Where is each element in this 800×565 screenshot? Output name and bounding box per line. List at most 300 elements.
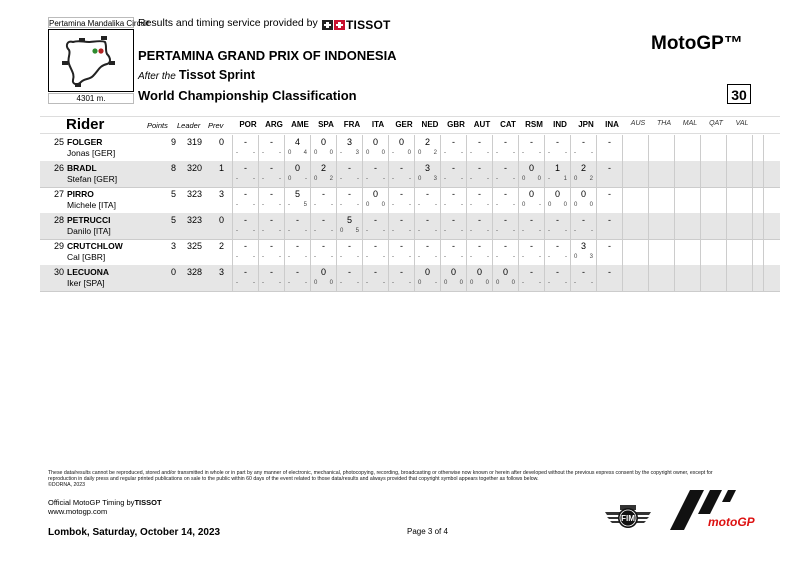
race-result-cell [492, 161, 518, 187]
race-result-cell [570, 213, 596, 239]
race-total: - [270, 137, 273, 147]
race-result-cell [544, 265, 570, 291]
header-race-completed: FRA [343, 120, 361, 129]
race-gp-points: - [487, 228, 489, 234]
race-result-cell [362, 265, 388, 291]
race-empty-cell [674, 135, 700, 161]
rider-firstname: Iker [SPA] [67, 278, 105, 288]
race-sprint-points: 0 [444, 280, 448, 286]
race-total: - [348, 241, 351, 251]
header-race-completed: GBR [447, 120, 465, 129]
race-sprint-points: - [470, 176, 472, 182]
race-total: - [270, 215, 273, 225]
rider-firstname: Cal [GBR] [67, 252, 106, 262]
race-result-cell [596, 265, 622, 291]
rider-position: 27 [53, 189, 64, 199]
race-total: - [530, 215, 533, 225]
race-result-cell [336, 239, 362, 265]
header-points: Points [147, 121, 168, 130]
race-empty-cell [674, 161, 700, 187]
race-total: - [400, 215, 403, 225]
race-total: - [374, 267, 377, 277]
race-empty-cell [726, 187, 752, 213]
race-sprint-points: - [470, 254, 472, 260]
race-result-cell [414, 239, 440, 265]
location-date: Lombok, Saturday, October 14, 2023 [48, 527, 221, 538]
race-result-cell [388, 187, 414, 213]
table-row [40, 135, 780, 162]
header-race-completed: POR [239, 120, 257, 129]
race-sprint-points: 0 [366, 150, 370, 156]
race-result-cell [310, 161, 336, 187]
race-sprint-points: - [392, 254, 394, 260]
race-sprint-points: - [418, 254, 420, 260]
race-sprint-points: - [548, 254, 550, 260]
race-empty-cell [700, 265, 726, 291]
race-gp-points: - [409, 280, 411, 286]
race-sprint-points: - [392, 150, 394, 156]
rider-surname: CRUTCHLOW [67, 241, 123, 251]
race-gp-points: 1 [563, 176, 567, 182]
race-total: - [348, 189, 351, 199]
race-result-cell [570, 239, 596, 265]
race-result-cell [362, 187, 388, 213]
page-indicator: Page 3 of 4 [407, 527, 448, 536]
race-total: - [426, 241, 429, 251]
race-gp-points: - [591, 228, 593, 234]
race-result-cell [310, 239, 336, 265]
race-result-cell [388, 265, 414, 291]
race-result-cell [492, 239, 518, 265]
race-total: - [270, 189, 273, 199]
race-sprint-points: - [366, 228, 368, 234]
header-race-completed: AUT [473, 120, 491, 129]
rider-points: 3 [170, 241, 176, 251]
copyright-disclaimer [48, 470, 738, 488]
rider-position: 28 [53, 215, 64, 225]
header-race-completed: JPN [578, 120, 594, 129]
race-gp-points: - [331, 228, 333, 234]
race-result-cell [284, 161, 310, 187]
race-result-cell [466, 213, 492, 239]
race-empty-cell [674, 239, 700, 265]
race-result-cell [492, 135, 518, 161]
race-total: 0 [450, 267, 456, 277]
rider-leader-gap: 320 [186, 163, 202, 173]
race-result-cell [518, 239, 544, 265]
fim-logo-text: FIM [621, 514, 635, 523]
race-gp-points: 0 [485, 280, 489, 286]
race-sprint-points: - [548, 228, 550, 234]
race-result-cell [336, 265, 362, 291]
rider-leader-gap: 323 [186, 215, 202, 225]
race-gp-points: - [461, 228, 463, 234]
race-total: - [400, 267, 403, 277]
race-total: - [270, 267, 273, 277]
race-sprint-points: - [418, 228, 420, 234]
race-total: - [244, 215, 247, 225]
table-header [40, 116, 780, 134]
event-title: PERTAMINA GRAND PRIX OF INDONESIA [138, 48, 397, 63]
rider-firstname: Michele [ITA] [67, 200, 116, 210]
race-sprint-points: 0 [522, 202, 526, 208]
header-race-completed: IND [553, 120, 567, 129]
race-total: - [556, 241, 559, 251]
race-gp-points: 0 [381, 202, 385, 208]
race-result-cell [492, 213, 518, 239]
race-result-cell [232, 213, 258, 239]
race-result-cell [362, 161, 388, 187]
race-total: 2 [424, 137, 430, 147]
race-total: - [374, 241, 377, 251]
race-gp-points: - [435, 202, 437, 208]
race-gp-points: - [253, 280, 255, 286]
header-race-completed: ARG [265, 120, 283, 129]
race-result-cell [258, 265, 284, 291]
race-result-cell [544, 187, 570, 213]
race-total: - [374, 215, 377, 225]
race-gp-points: 0 [459, 280, 463, 286]
race-result-cell [492, 265, 518, 291]
race-total: - [556, 215, 559, 225]
rider-surname: LECUONA [67, 267, 110, 277]
race-result-cell [362, 213, 388, 239]
race-total: 0 [372, 137, 378, 147]
race-total: 0 [502, 267, 508, 277]
race-sprint-points: 0 [288, 176, 292, 182]
race-gp-points: - [253, 202, 255, 208]
race-sprint-points: 0 [496, 280, 500, 286]
race-sprint-points: - [262, 254, 264, 260]
race-total: - [452, 163, 455, 173]
race-sprint-points: - [574, 150, 576, 156]
race-result-cell [336, 161, 362, 187]
race-result-cell [596, 239, 622, 265]
race-total: - [244, 137, 247, 147]
race-total: - [504, 215, 507, 225]
race-total: - [478, 163, 481, 173]
rider-points: 5 [170, 215, 176, 225]
race-gp-points: - [461, 176, 463, 182]
race-gp-points: - [591, 150, 593, 156]
race-result-cell [518, 161, 544, 187]
race-total: - [244, 267, 247, 277]
circuit-panel [48, 17, 150, 104]
header-race-future: MAL [682, 120, 698, 127]
table-row [40, 187, 780, 214]
race-empty-cell [622, 239, 648, 265]
race-total: - [478, 189, 481, 199]
race-result-cell [258, 187, 284, 213]
race-gp-points: - [383, 254, 385, 260]
race-total: - [374, 163, 377, 173]
race-result-cell [440, 187, 466, 213]
race-gp-points: - [305, 228, 307, 234]
race-sprint-points: - [288, 280, 290, 286]
race-sprint-points: 0 [366, 202, 370, 208]
race-empty-cell [622, 187, 648, 213]
race-total: - [400, 241, 403, 251]
race-result-cell [336, 213, 362, 239]
race-empty-cell [648, 135, 674, 161]
race-total: - [530, 241, 533, 251]
race-sprint-points: - [496, 150, 498, 156]
race-total: 0 [294, 163, 300, 173]
race-total: - [452, 215, 455, 225]
race-result-cell [284, 187, 310, 213]
tissot-logo [322, 18, 391, 32]
race-sprint-points: 0 [574, 176, 578, 182]
race-sprint-points: - [444, 150, 446, 156]
race-total: - [582, 215, 585, 225]
race-result-cell [284, 239, 310, 265]
race-sprint-points: - [340, 254, 342, 260]
race-sprint-points: 0 [340, 228, 344, 234]
race-gp-points: - [513, 176, 515, 182]
header-race-future: VAL [735, 120, 749, 127]
rider-leader-gap: 319 [186, 137, 202, 147]
race-result-cell [570, 265, 596, 291]
race-sprint-points: 0 [418, 150, 422, 156]
race-sprint-points: 0 [314, 176, 318, 182]
rider-prev-gap: 1 [218, 163, 224, 173]
race-gp-points: - [539, 202, 541, 208]
race-result-cell [518, 135, 544, 161]
race-empty-cell [674, 187, 700, 213]
race-sprint-points: - [470, 202, 472, 208]
race-sprint-points: 0 [574, 202, 578, 208]
race-result-cell [440, 265, 466, 291]
race-empty-cell [752, 187, 764, 213]
circuit-name: Pertamina Mandalika Circuit [49, 19, 150, 28]
official-timing [48, 498, 162, 507]
race-result-cell [570, 187, 596, 213]
race-total: 0 [528, 163, 534, 173]
table-row [40, 161, 780, 188]
race-total: - [504, 163, 507, 173]
race-sprint-points: 0 [470, 280, 474, 286]
race-sprint-points: - [262, 150, 264, 156]
race-total: 0 [320, 137, 326, 147]
race-result-cell [284, 213, 310, 239]
race-sprint-points: - [444, 176, 446, 182]
race-sprint-points: - [262, 280, 264, 286]
race-total: - [322, 215, 325, 225]
race-sprint-points: - [262, 176, 264, 182]
series-title: MotoGP™ [651, 33, 743, 54]
race-total: - [348, 267, 351, 277]
race-gp-points: - [435, 280, 437, 286]
race-sprint-points: - [236, 228, 238, 234]
race-empty-cell [726, 135, 752, 161]
circuit-map-icon [48, 29, 134, 92]
race-gp-points: - [539, 280, 541, 286]
race-sprint-points: - [392, 280, 394, 286]
race-sprint-points: - [236, 254, 238, 260]
race-empty-cell [726, 161, 752, 187]
race-result-cell [414, 161, 440, 187]
race-result-cell [596, 161, 622, 187]
race-result-cell [258, 161, 284, 187]
rider-firstname: Jonas [GER] [67, 148, 116, 158]
race-total: 0 [476, 267, 482, 277]
race-gp-points: - [253, 176, 255, 182]
rider-points: 5 [170, 189, 176, 199]
race-gp-points: - [279, 176, 281, 182]
race-gp-points: - [461, 202, 463, 208]
race-total: - [608, 267, 611, 277]
race-gp-points: - [383, 280, 385, 286]
rider-firstname: Stefan [GER] [67, 174, 118, 184]
race-sprint-points: - [496, 202, 498, 208]
table-row [40, 265, 780, 292]
race-total: - [244, 189, 247, 199]
race-total: 5 [294, 189, 300, 199]
race-total: - [270, 241, 273, 251]
race-sprint-points: - [340, 176, 342, 182]
race-empty-cell [726, 265, 752, 291]
rider-prev-gap: 3 [218, 267, 224, 277]
race-total: 4 [294, 137, 300, 147]
race-total: 0 [580, 189, 586, 199]
race-empty-cell [648, 213, 674, 239]
race-gp-points: 0 [563, 202, 567, 208]
rider-leader-gap: 323 [186, 189, 202, 199]
race-result-cell [362, 135, 388, 161]
race-sprint-points: 0 [314, 150, 318, 156]
header-leader: Leader [177, 121, 201, 130]
session-name: Tissot Sprint [178, 68, 256, 82]
race-result-cell [440, 135, 466, 161]
race-gp-points: 0 [589, 202, 593, 208]
race-sprint-points: - [418, 202, 420, 208]
website-link[interactable]: www.motogp.com [48, 507, 108, 516]
race-gp-points: 4 [303, 150, 307, 156]
rider-position: 30 [53, 267, 64, 277]
race-total: 0 [372, 189, 378, 199]
race-sprint-points: - [314, 202, 316, 208]
rider-position: 29 [53, 241, 64, 251]
race-sprint-points: - [236, 150, 238, 156]
race-empty-cell [700, 213, 726, 239]
race-total: - [478, 241, 481, 251]
race-empty-cell [622, 265, 648, 291]
race-empty-cell [648, 265, 674, 291]
header-race-completed: NED [421, 120, 439, 129]
race-sprint-points: - [236, 280, 238, 286]
race-gp-points: - [565, 254, 567, 260]
race-sprint-points: - [366, 176, 368, 182]
race-total: - [556, 267, 559, 277]
race-result-cell [232, 135, 258, 161]
race-sprint-points: - [470, 150, 472, 156]
race-gp-points: - [461, 150, 463, 156]
header-race-completed: AME [291, 120, 309, 129]
race-result-cell [466, 187, 492, 213]
provided-by-text: Results and timing service provided by [138, 17, 318, 29]
race-gp-points: - [487, 176, 489, 182]
motogp-logo [670, 488, 760, 533]
race-sprint-points: - [522, 280, 524, 286]
race-sprint-points: 0 [418, 176, 422, 182]
race-gp-points: 2 [589, 176, 593, 182]
race-total: 3 [346, 137, 352, 147]
copyright-text: ©DORNA, 2023 [48, 482, 85, 488]
race-sprint-points: - [444, 228, 446, 234]
race-total: - [270, 163, 273, 173]
official-brand: TISSOT [134, 498, 162, 507]
race-result-cell [388, 135, 414, 161]
header-race-completed: CAT [500, 120, 516, 129]
race-sprint-points: 0 [548, 202, 552, 208]
race-result-cell [232, 187, 258, 213]
race-empty-cell [700, 239, 726, 265]
race-gp-points: 0 [329, 150, 333, 156]
header-race-completed: INA [605, 120, 619, 129]
race-empty-cell [648, 239, 674, 265]
header-race-completed: SPA [318, 120, 334, 129]
race-total: - [504, 241, 507, 251]
header-race-future: AUS [630, 120, 646, 127]
race-result-cell [414, 213, 440, 239]
header-race-completed: ITA [371, 120, 385, 129]
rider-points: 8 [170, 163, 176, 173]
race-total: - [400, 163, 403, 173]
race-gp-points: - [487, 202, 489, 208]
race-sprint-points: - [314, 254, 316, 260]
race-total: - [582, 137, 585, 147]
race-empty-cell [648, 161, 674, 187]
race-gp-points: 2 [329, 176, 333, 182]
rider-prev-gap: 0 [218, 215, 224, 225]
race-gp-points: - [409, 176, 411, 182]
after-prefix: After the [138, 71, 176, 82]
race-sprint-points: - [522, 150, 524, 156]
header-prev: Prev [208, 121, 224, 130]
race-total: 0 [554, 189, 560, 199]
race-total: - [426, 215, 429, 225]
race-gp-points: 0 [407, 150, 411, 156]
classification-title: World Championship Classification [138, 88, 357, 103]
race-result-cell [544, 161, 570, 187]
rider-surname: PIRRO [67, 189, 94, 199]
race-sprint-points: - [314, 228, 316, 234]
race-result-cell [492, 187, 518, 213]
rider-points: 9 [170, 137, 176, 147]
race-total: - [426, 189, 429, 199]
race-result-cell [336, 187, 362, 213]
header-race-completed: RSM [525, 120, 543, 129]
race-total: 5 [346, 215, 352, 225]
race-gp-points: - [539, 150, 541, 156]
race-gp-points: - [409, 228, 411, 234]
race-gp-points: 3 [589, 254, 593, 260]
race-result-cell [466, 265, 492, 291]
rider-position: 25 [53, 137, 64, 147]
race-sprint-points: - [340, 280, 342, 286]
race-total: 0 [398, 137, 404, 147]
race-sprint-points: - [288, 254, 290, 260]
race-total: - [452, 137, 455, 147]
race-total: 3 [580, 241, 586, 251]
race-gp-points: - [435, 254, 437, 260]
race-sprint-points: - [470, 228, 472, 234]
race-sprint-points: - [496, 228, 498, 234]
race-sprint-points: - [236, 176, 238, 182]
race-sprint-points: - [522, 254, 524, 260]
race-gp-points: - [357, 254, 359, 260]
race-total: 1 [554, 163, 560, 173]
